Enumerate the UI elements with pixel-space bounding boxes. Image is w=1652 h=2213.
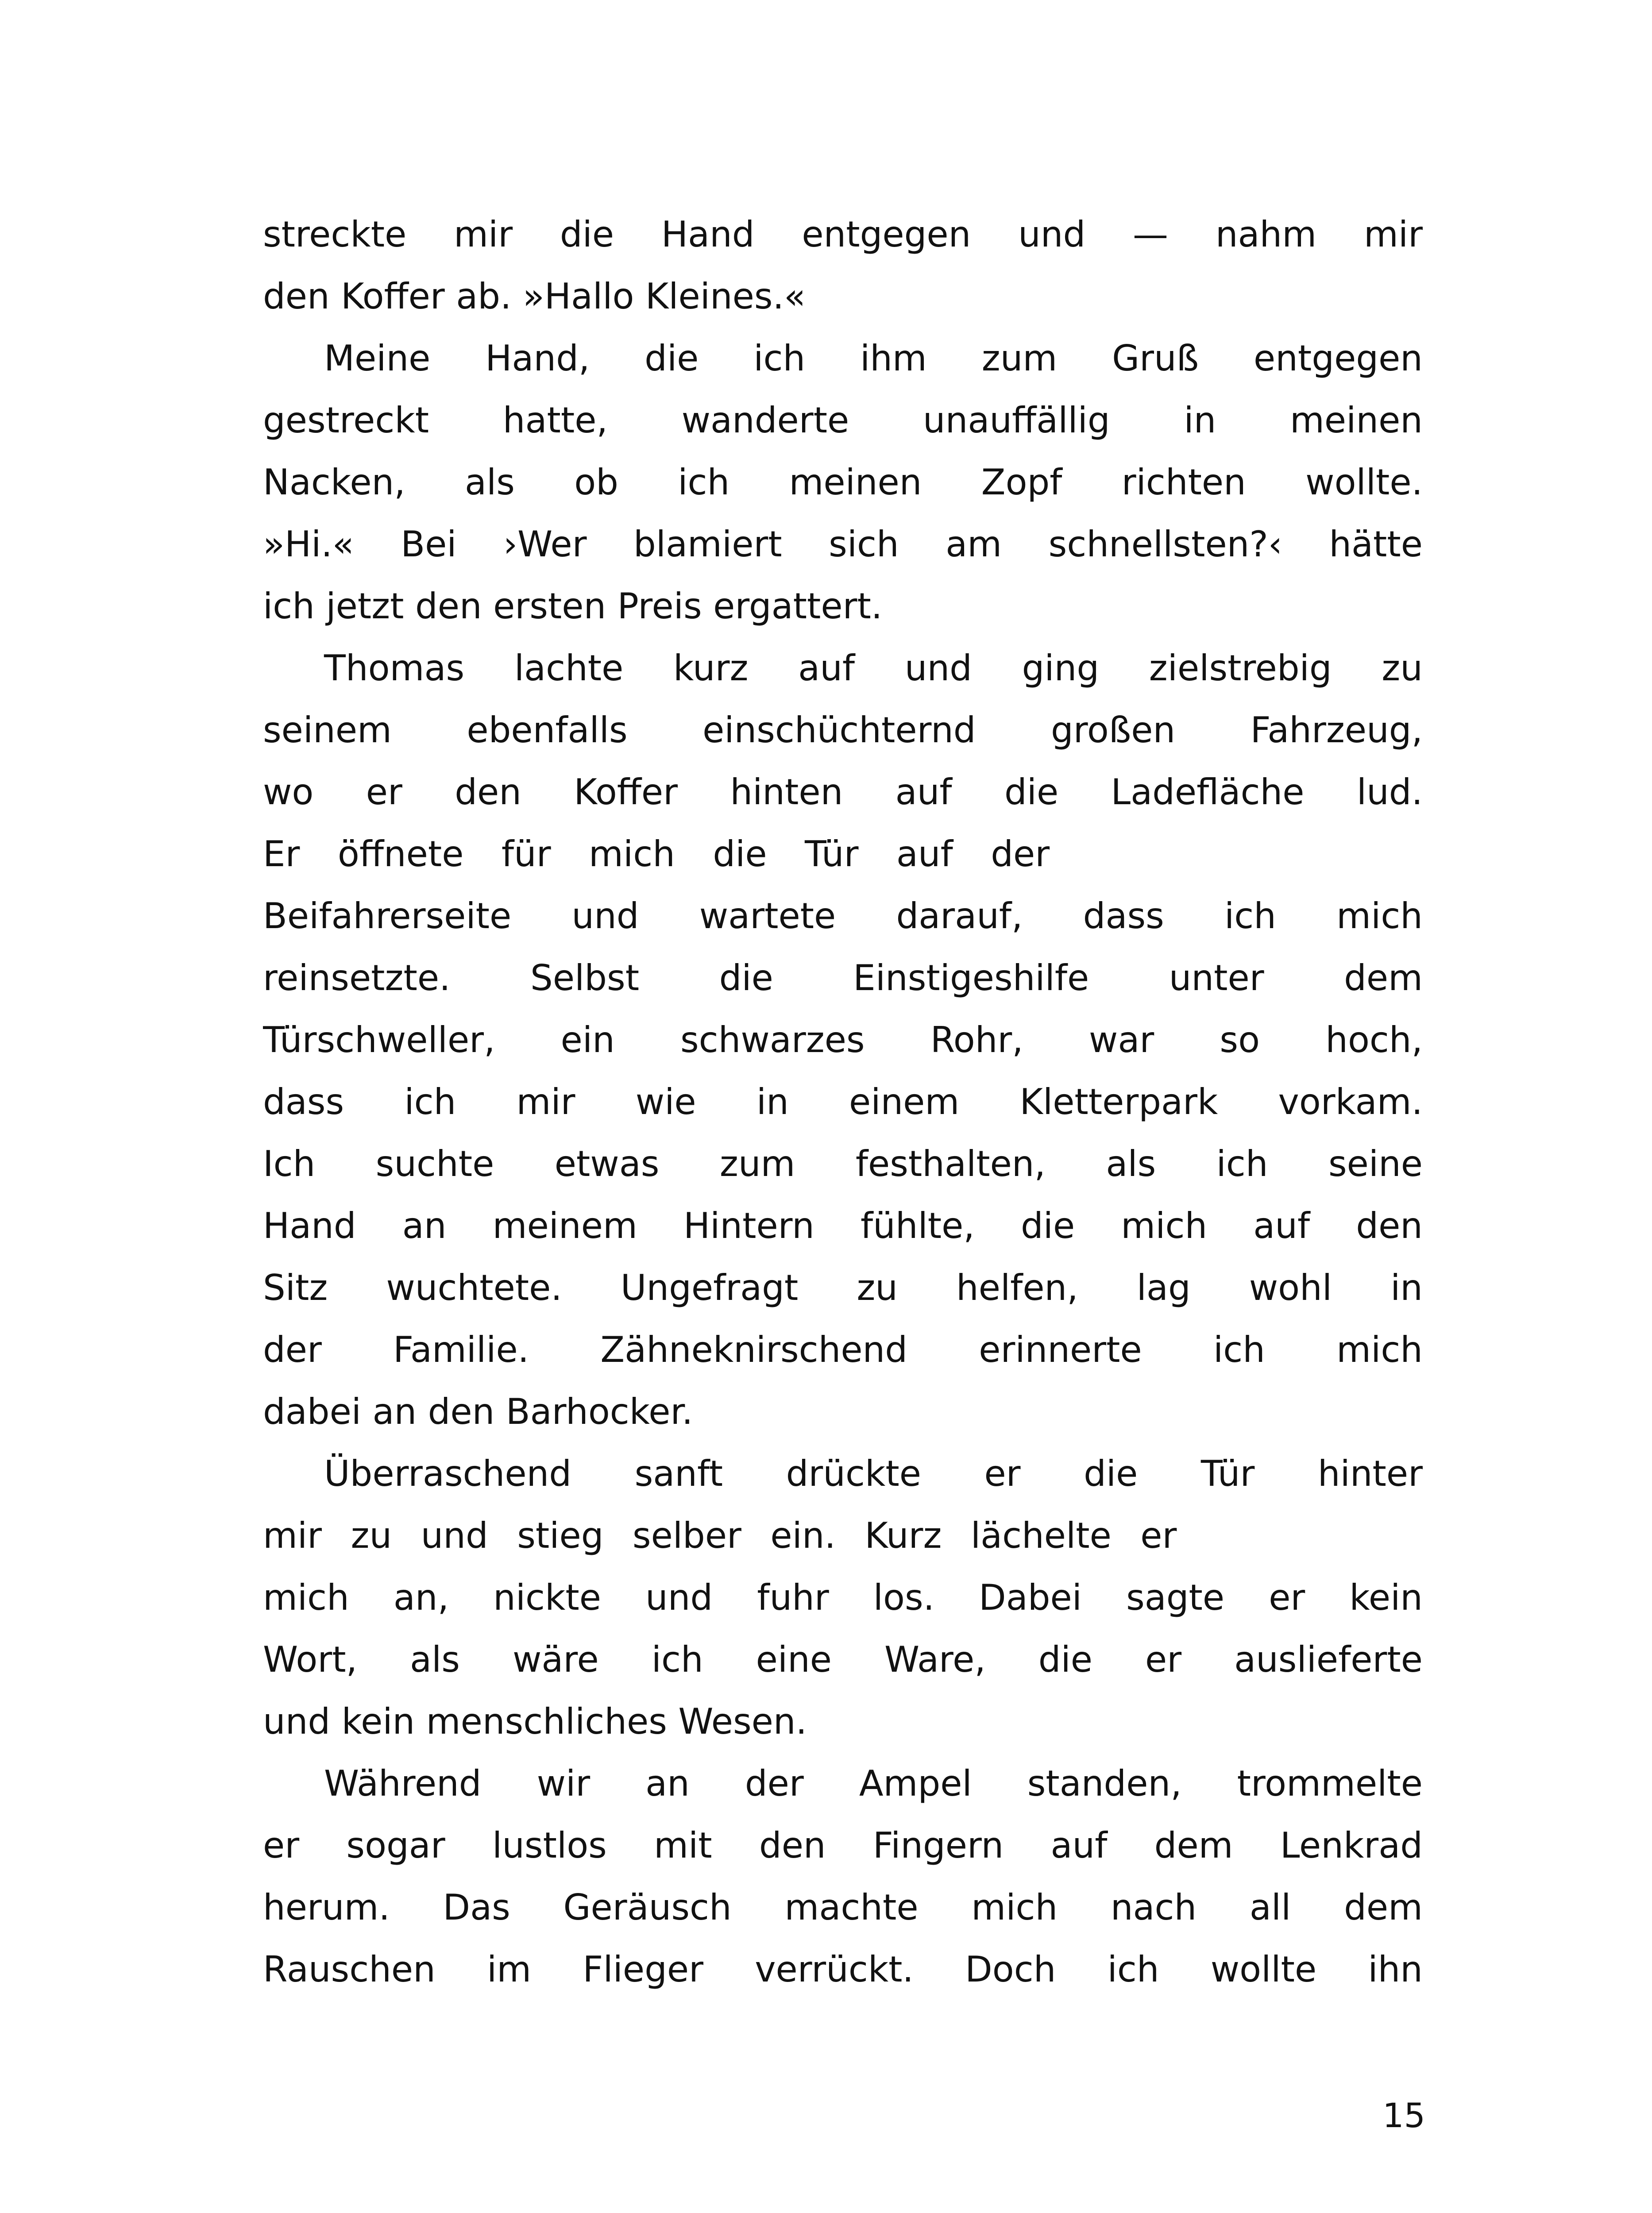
text-line: und kein menschliches Wesen. [263, 1701, 807, 1742]
text-line: »Hi.« Bei ›Wer blamiert sich am schnellsten?‹ hätte [263, 524, 1423, 565]
text-line: Hand an meinem Hintern fühlte, die mich auf den [263, 1205, 1423, 1246]
text-line: Er öffnete für mich die Tür auf der [263, 833, 1050, 875]
text-line: Ich suchte etwas zum festhalten, als ich seine [263, 1143, 1423, 1184]
text-line: dabei an den Barhocker. [263, 1391, 693, 1432]
text-line: Nacken, als ob ich meinen Zopf richten wollte. [263, 462, 1423, 503]
text-line: Beifahrerseite und wartete darauf, dass ich mich [263, 895, 1423, 937]
text-line: reinsetzte. Selbst die Einstigeshilfe unter dem [263, 957, 1423, 999]
text-line: Wort, als wäre ich eine Ware, die er auslieferte [263, 1639, 1423, 1680]
text-line: Überraschend sanft drückte er die Tür hinter [324, 1453, 1423, 1494]
text-line: Während wir an der Ampel standen, trommelte [324, 1763, 1423, 1804]
text-line: den Koffer ab. »Hallo Kleines.« [263, 276, 806, 317]
text-line: er sogar lustlos mit den Fingern auf dem Lenkrad [263, 1825, 1423, 1866]
text-line: Türschweller, ein schwarzes Rohr, war so hoch, [263, 1019, 1423, 1060]
text-line: seinem ebenfalls einschüchternd großen Fahrzeug, [263, 709, 1423, 751]
page-number: 15 [1382, 2096, 1425, 2135]
text-line: Meine Hand, die ich ihm zum Gruß entgegen [324, 338, 1423, 379]
text-line: herum. Das Geräusch machte mich nach all dem [263, 1887, 1423, 1928]
text-line: Sitz wuchtete. Ungefragt zu helfen, lag wohl in [263, 1267, 1423, 1308]
text-line: Thomas lachte kurz auf und ging zielstrebig zu [324, 648, 1423, 689]
text-line: mich an, nickte und fuhr los. Dabei sagte er kein [263, 1577, 1423, 1618]
text-line: Rauschen im Flieger verrückt. Doch ich wollte ihn [263, 1949, 1423, 1990]
text-line: streckte mir die Hand entgegen und — nahm mir [263, 214, 1423, 255]
text-line: mir zu und stieg selber ein. Kurz lächelte er [263, 1515, 1177, 1556]
text-line: dass ich mir wie in einem Kletterpark vorkam. [263, 1081, 1423, 1122]
text-line: wo er den Koffer hinten auf die Ladefläche lud. [263, 771, 1423, 813]
text-line: gestreckt hatte, wanderte unauffällig in meinen [263, 400, 1423, 441]
text-line: ich jetzt den ersten Preis ergattert. [263, 586, 883, 627]
text-line: der Familie. Zähneknirschend erinnerte ich mich [263, 1329, 1423, 1370]
